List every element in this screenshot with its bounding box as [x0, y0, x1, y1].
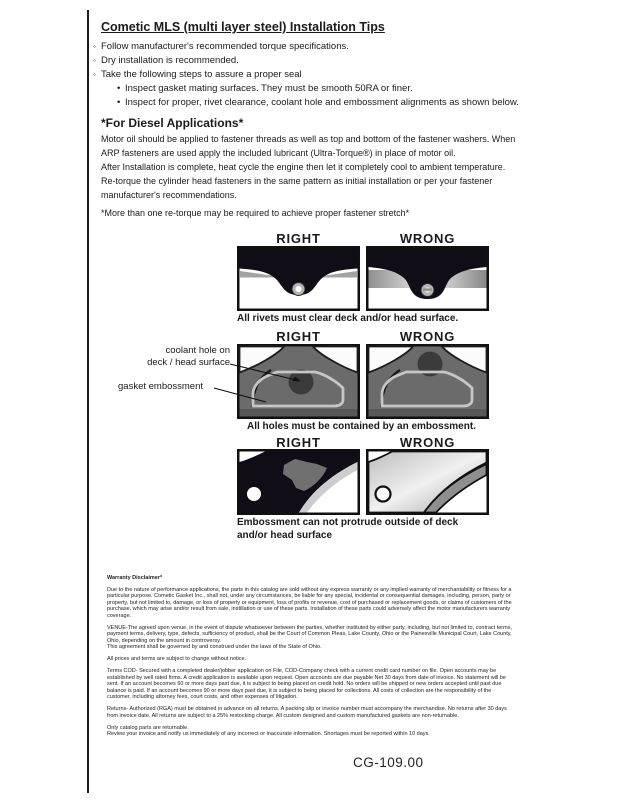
open-bullet-icon: ◦	[93, 42, 96, 51]
right-label-row2: RIGHT	[276, 329, 321, 344]
tip-item	[93, 68, 523, 82]
tip-item	[93, 54, 523, 68]
coolant-hole-label: coolant hole on deck / head surface	[147, 345, 230, 368]
gasket-embossment-label: gasket embossment	[118, 381, 204, 392]
tip-item	[93, 40, 523, 54]
diagram-rivet-right	[237, 246, 360, 311]
diagram-embossment-right	[237, 449, 360, 515]
diagram-hole-right	[237, 344, 360, 419]
diagram-rivet-wrong	[366, 246, 489, 311]
bullet-icon: •	[117, 97, 121, 108]
legal-paragraph: This agreement shall be governed by and construed under the laws of the State of Ohio.	[107, 644, 322, 650]
tip-text: Inspect for proper, rivet clearance, coolant hole and embossment alignments as shown below.	[125, 97, 519, 108]
installation-tips-list	[93, 40, 523, 110]
wrong-label-row3: WRONG	[399, 435, 456, 450]
row1-caption: All rivets must clear deck and/or head surface.	[237, 313, 459, 324]
page-edge-line	[87, 10, 89, 793]
tip-text: Inspect gasket mating surfaces. They must be smooth 50RA or finer.	[125, 83, 413, 94]
right-label-row1: RIGHT	[276, 231, 321, 246]
tip-sub-item	[117, 82, 523, 96]
legal-paragraph: Review your invoice and notify us immediately of any incorrect or inaccurate information. Shortages must be reported within 10 days.	[107, 731, 430, 737]
tip-sub-item	[117, 96, 523, 110]
diesel-applications-heading: *For Diesel Applications*	[101, 116, 244, 130]
legal-paragraph: Terms COD- Secured with a completed dealer/jobber application on File, COD-Company check with a current credit card number on file. Open accounts may be established by well rated firms. A credit application is available upon request. Open accounts are due payable Net 30 days from date of invoice. No statement will be sent. If an account becomes 60 or more days past due, it is subject to being placed on credit hold. No orders will be shipped or new orders accepted until past due balance is paid. If an account becomes 90 or more days past due, it is subject to being placed for collections. All costs of collection are the responsibility of the customer, including attorney fees, court costs, and other expenses of litigation.	[107, 668, 506, 700]
tip-text: Dry installation is recommended.	[101, 55, 239, 66]
page-code: CG-109.00	[353, 755, 424, 770]
open-bullet-icon: ◦	[93, 56, 96, 65]
warranty-disclaimer	[107, 575, 513, 743]
legal-heading: Warranty Disclaimer*	[107, 575, 163, 581]
row3-caption: Embossment can not protrude outside of deck and/or head surface	[237, 517, 459, 541]
diesel-paragraph-1: Motor oil should be applied to fastener threads as well as top and bottom of the fastener washers. When ARP fasteners are used apply the included lubricant (Ultra-Torque®) in place of motor oil.	[101, 134, 516, 158]
legal-paragraph: VENUE-The agreed upon venue, in the event of dispute whatsoever between the parties, whether instituted by either party, including, but not limited to, contract terms, payment terms, delivery, type, defects, sufficiency of product, shall be the Court of Common Pleas, Lake County, Ohio or the Painesville Municipal Court, Lake County, Ohio, depending on the amount in controversy.	[107, 624, 512, 644]
legal-paragraph: Returns- Authorized (RGA) must be obtained in advance on all returns. A packing slip or invoice number must accompany the merchandise. No returns after 30 days from invoice date. All returns are subject to a 25% restocking charge. All custom designed and custom manufactured gaskets are non-returnable.	[107, 706, 507, 719]
diagram-embossment-wrong	[366, 449, 489, 515]
wrong-label-row2: WRONG	[399, 329, 456, 344]
legal-paragraph: All prices and terms are subject to change without notice.	[107, 656, 247, 662]
right-label-row3: RIGHT	[276, 435, 321, 450]
diesel-paragraph-2: After Installation is complete, heat cycle the engine then let it completely cool to ambient temperature. Re-torque the cylinder head fasteners in the same pattern as initial installation or per your fastener manufacturer's recommendations.	[101, 162, 506, 200]
page-title: Cometic MLS (multi layer steel) Installation Tips	[101, 20, 385, 34]
diagram-hole-wrong	[366, 344, 489, 419]
bullet-icon: •	[117, 83, 121, 94]
tip-text: Follow manufacturer's recommended torque specifications.	[101, 41, 349, 52]
wrong-label-row1: WRONG	[399, 231, 456, 246]
tip-text: Take the following steps to assure a proper seal	[101, 69, 302, 80]
open-bullet-icon: ◦	[93, 70, 96, 79]
row2-caption: All holes must be contained by an embossment.	[247, 421, 476, 432]
retorque-note: *More than one re-torque may be required to achieve proper fastener stretch*	[101, 208, 410, 218]
legal-paragraph: Due to the nature of performance applications, the parts in this catalog are sold without any express warranty or any implied warranty of merchantability or fitness for a particular purpose. Cometic Gasket Inc., shall not, under any circumstances, be liable for any special, incidental or consequential damages, including, person, party or property, but not limited to, damage, or loss of property or equipment, loss of profits or revenue, cost of purchased or replacement goods, or claims of customers of the purchase, which may arise and/or result from sale, instillation or use of these parts. Installation of these parts could adversely affect the motor manufacturers warranty coverage.	[107, 586, 512, 619]
legal-paragraph: Only catalog parts are returnable.	[107, 724, 189, 731]
